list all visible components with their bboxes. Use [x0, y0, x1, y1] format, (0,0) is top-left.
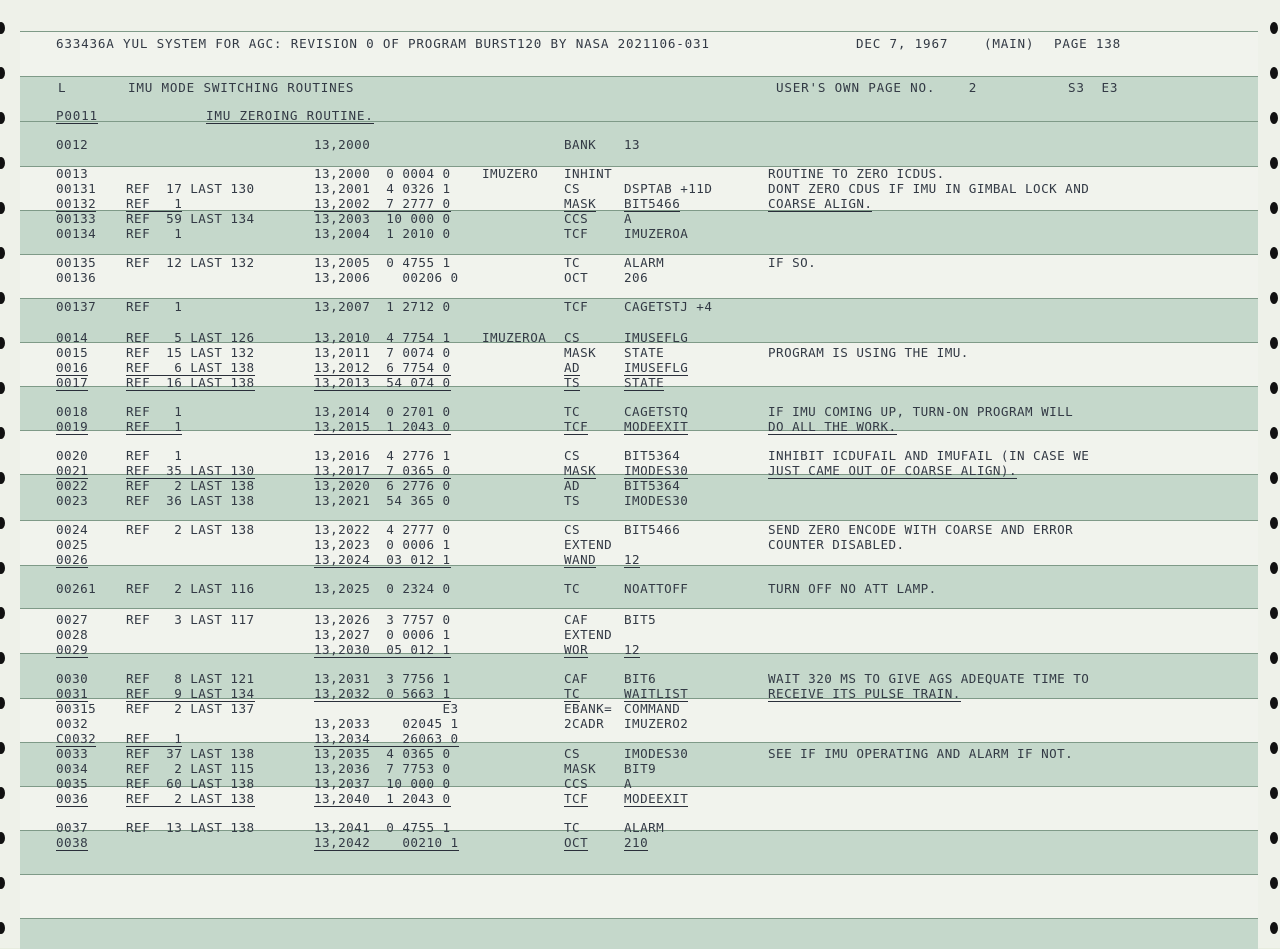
row-1-col-e: INHINT	[564, 166, 613, 181]
row-13-col-g: IF IMU COMING UP, TURN-ON PROGRAM WILL	[768, 404, 1074, 419]
row-23-col-f: BIT5	[624, 612, 657, 627]
row-25-col-c: 13,2030 05 012 1	[314, 642, 451, 657]
row-9-col-c: 13,2010 4 7754 1	[314, 330, 451, 345]
row-5-col-a: 00134	[56, 226, 97, 241]
row-21-col-a: 0026	[56, 552, 89, 567]
tractor-hole	[0, 292, 5, 304]
tractor-hole	[1270, 157, 1278, 169]
line2-code: S3 E3	[1068, 80, 1119, 95]
row-10-col-c: 13,2011 7 0074 0	[314, 345, 451, 360]
row-27-col-g: RECEIVE ITS PULSE TRAIN.	[768, 686, 961, 701]
row-18-col-a: 0023	[56, 493, 89, 508]
row-13-col-f: CAGETSTQ	[624, 404, 689, 419]
row-21-col-f: 12	[624, 552, 641, 567]
tractor-hole	[1270, 832, 1278, 844]
tractor-hole	[1270, 697, 1278, 709]
row-0-col-a: 0012	[56, 137, 89, 152]
row-33-col-e: CCS	[564, 776, 589, 791]
row-2-col-b: REF 17 LAST 130	[126, 181, 255, 196]
line2-title: IMU MODE SWITCHING ROUTINES	[128, 80, 355, 95]
tractor-hole	[0, 337, 5, 349]
row-14-col-a: 0019	[56, 419, 89, 434]
row-26-col-a: 0030	[56, 671, 89, 686]
row-31-col-c: 13,2035 4 0365 0	[314, 746, 451, 761]
row-15-col-b: REF 1	[126, 448, 183, 463]
row-0-col-c: 13,2000	[314, 137, 371, 152]
row-15-col-a: 0020	[56, 448, 89, 463]
tractor-hole	[1270, 877, 1278, 889]
row-2-col-f: DSPTAB +11D	[624, 181, 713, 196]
row-15-col-c: 13,2016 4 2776 1	[314, 448, 451, 463]
row-21-col-c: 13,2024 03 012 1	[314, 552, 451, 567]
row-12-col-f: STATE	[624, 375, 665, 390]
row-18-col-f: IMODES30	[624, 493, 689, 508]
row-6-col-f: ALARM	[624, 255, 665, 270]
tractor-hole	[0, 472, 5, 484]
row-32-col-b: REF 2 LAST 115	[126, 761, 255, 776]
row-5-col-e: TCF	[564, 226, 589, 241]
row-16-col-a: 0021	[56, 463, 89, 478]
row-14-col-f: MODEEXIT	[624, 419, 689, 434]
row-14-col-b: REF 1	[126, 419, 183, 434]
row-6-col-b: REF 12 LAST 132	[126, 255, 255, 270]
left-tractor-holes	[0, 0, 20, 948]
row-25-col-e: WOR	[564, 642, 589, 657]
row-20-col-e: EXTEND	[564, 537, 613, 552]
row-12-col-a: 0017	[56, 375, 89, 390]
row-36-col-f: 210	[624, 835, 649, 850]
row-2-col-e: CS	[564, 181, 581, 196]
row-34-col-a: 0036	[56, 791, 89, 806]
tractor-hole	[1270, 742, 1278, 754]
row-26-col-b: REF 8 LAST 121	[126, 671, 255, 686]
row-10-col-g: PROGRAM IS USING THE IMU.	[768, 345, 969, 360]
band-18	[20, 874, 1258, 919]
row-23-col-e: CAF	[564, 612, 589, 627]
row-7-col-a: 00136	[56, 270, 97, 285]
row-31-col-b: REF 37 LAST 138	[126, 746, 255, 761]
row-8-col-b: REF 1	[126, 299, 183, 314]
row-8-col-a: 00137	[56, 299, 97, 314]
row-15-col-e: CS	[564, 448, 581, 463]
row-35-col-c: 13,2041 0 4755 1	[314, 820, 451, 835]
tractor-hole	[1270, 247, 1278, 259]
tractor-hole	[0, 877, 5, 889]
row-29-col-f: IMUZERO2	[624, 716, 689, 731]
tractor-hole	[1270, 787, 1278, 799]
row-30-col-b: REF 1	[126, 731, 183, 746]
row-26-col-c: 13,2031 3 7756 1	[314, 671, 451, 686]
row-3-col-b: REF 1	[126, 196, 183, 211]
row-36-col-e: OCT	[564, 835, 589, 850]
row-35-col-f: ALARM	[624, 820, 665, 835]
row-28-col-e: EBANK=	[564, 701, 613, 716]
tractor-hole	[0, 427, 5, 439]
tractor-hole	[1270, 427, 1278, 439]
tractor-hole	[0, 652, 5, 664]
row-8-col-f: CAGETSTJ +4	[624, 299, 713, 314]
tractor-hole	[0, 787, 5, 799]
tractor-hole	[1270, 112, 1278, 124]
row-4-col-a: 00133	[56, 211, 97, 226]
row-18-col-e: TS	[564, 493, 581, 508]
row-11-col-f: IMUSEFLG	[624, 360, 689, 375]
row-5-col-f: IMUZEROA	[624, 226, 689, 241]
row-5-col-b: REF 1	[126, 226, 183, 241]
row-32-col-c: 13,2036 7 7753 0	[314, 761, 451, 776]
row-11-col-c: 13,2012 6 7754 0	[314, 360, 451, 375]
row-26-col-g: WAIT 320 MS TO GIVE AGS ADEQUATE TIME TO	[768, 671, 1090, 686]
row-13-col-c: 13,2014 0 2701 0	[314, 404, 451, 419]
row-0-col-f: 13	[624, 137, 641, 152]
row-10-col-a: 0015	[56, 345, 89, 360]
row-23-col-c: 13,2026 3 7757 0	[314, 612, 451, 627]
row-10-col-b: REF 15 LAST 132	[126, 345, 255, 360]
row-20-col-a: 0025	[56, 537, 89, 552]
row-15-col-g: INHIBIT ICDUFAIL AND IMUFAIL (IN CASE WE	[768, 448, 1090, 463]
row-9-col-d: IMUZEROA	[482, 330, 547, 345]
header-page: PAGE 138	[1054, 36, 1122, 51]
row-7-col-e: OCT	[564, 270, 589, 285]
row-11-col-b: REF 6 LAST 138	[126, 360, 255, 375]
row-17-col-b: REF 2 LAST 138	[126, 478, 255, 493]
tractor-hole	[1270, 382, 1278, 394]
row-11-col-e: AD	[564, 360, 581, 375]
row-14-col-c: 13,2015 1 2043 0	[314, 419, 451, 434]
row-4-col-f: A	[624, 211, 633, 226]
row-19-col-a: 0024	[56, 522, 89, 537]
row-9-col-e: CS	[564, 330, 581, 345]
band-19	[20, 918, 1258, 949]
tractor-hole	[1270, 562, 1278, 574]
tractor-hole	[1270, 337, 1278, 349]
row-28-col-a: 00315	[56, 701, 97, 716]
row-1-col-c: 13,2000 0 0004 0	[314, 166, 451, 181]
row-16-col-c: 13,2017 7 0365 0	[314, 463, 451, 478]
row-27-col-a: 0031	[56, 686, 89, 701]
tractor-hole	[1270, 607, 1278, 619]
row-8-col-c: 13,2007 1 2712 0	[314, 299, 451, 314]
row-8-col-e: TCF	[564, 299, 589, 314]
row-23-col-a: 0027	[56, 612, 89, 627]
row-27-col-e: TC	[564, 686, 581, 701]
row-6-col-a: 00135	[56, 255, 97, 270]
tractor-hole	[0, 697, 5, 709]
row-26-col-e: CAF	[564, 671, 589, 686]
row-34-col-c: 13,2040 1 2043 0	[314, 791, 451, 806]
row-2-col-a: 00131	[56, 181, 97, 196]
routine-title: IMU ZEROING ROUTINE.	[206, 108, 374, 123]
row-7-col-c: 13,2006 00206 0	[314, 270, 459, 285]
row-19-col-e: CS	[564, 522, 581, 537]
tractor-hole	[0, 247, 5, 259]
row-19-col-f: BIT5466	[624, 522, 681, 537]
row-15-col-f: BIT5364	[624, 448, 681, 463]
row-29-col-a: 0032	[56, 716, 89, 731]
header-section: (MAIN)	[984, 36, 1035, 51]
row-16-col-e: MASK	[564, 463, 597, 478]
row-24-col-a: 0028	[56, 627, 89, 642]
row-28-col-c: E3	[314, 701, 459, 716]
row-27-col-f: WAITLIST	[624, 686, 689, 701]
row-27-col-c: 13,2032 0 5663 1	[314, 686, 451, 701]
row-17-col-c: 13,2020 6 2776 0	[314, 478, 451, 493]
row-32-col-f: BIT9	[624, 761, 657, 776]
row-4-col-c: 13,2003 10 000 0	[314, 211, 451, 226]
row-3-col-f: BIT5466	[624, 196, 681, 211]
row-1-col-g: ROUTINE TO ZERO ICDUS.	[768, 166, 945, 181]
tractor-hole	[0, 112, 5, 124]
tractor-hole	[0, 202, 5, 214]
row-3-col-e: MASK	[564, 196, 597, 211]
row-7-col-f: 206	[624, 270, 649, 285]
row-22-col-f: NOATTOFF	[624, 581, 689, 596]
row-33-col-f: A	[624, 776, 633, 791]
row-31-col-f: IMODES30	[624, 746, 689, 761]
tractor-hole	[1270, 922, 1278, 934]
row-31-col-g: SEE IF IMU OPERATING AND ALARM IF NOT.	[768, 746, 1074, 761]
row-11-col-a: 0016	[56, 360, 89, 375]
row-9-col-f: IMUSEFLG	[624, 330, 689, 345]
row-17-col-e: AD	[564, 478, 581, 493]
row-32-col-a: 0034	[56, 761, 89, 776]
row-14-col-e: TCF	[564, 419, 589, 434]
row-36-col-c: 13,2042 00210 1	[314, 835, 459, 850]
row-0-col-e: BANK	[564, 137, 597, 152]
row-5-col-c: 13,2004 1 2010 0	[314, 226, 451, 241]
row-1-col-a: 0013	[56, 166, 89, 181]
row-22-col-a: 00261	[56, 581, 97, 596]
tractor-hole	[0, 67, 5, 79]
row-32-col-e: MASK	[564, 761, 597, 776]
row-10-col-f: STATE	[624, 345, 665, 360]
row-9-col-a: 0014	[56, 330, 89, 345]
tractor-hole	[0, 607, 5, 619]
row-4-col-e: CCS	[564, 211, 589, 226]
header-date: DEC 7, 1967	[856, 36, 949, 51]
row-26-col-f: BIT6	[624, 671, 657, 686]
row-6-col-c: 13,2005 0 4755 1	[314, 255, 451, 270]
row-24-col-c: 13,2027 0 0006 1	[314, 627, 451, 642]
row-18-col-b: REF 36 LAST 138	[126, 493, 255, 508]
tractor-hole	[0, 157, 5, 169]
row-28-col-b: REF 2 LAST 137	[126, 701, 255, 716]
row-3-col-a: 00132	[56, 196, 97, 211]
row-4-col-b: REF 59 LAST 134	[126, 211, 255, 226]
right-tractor-holes	[1260, 0, 1280, 948]
row-16-col-b: REF 35 LAST 130	[126, 463, 255, 478]
row-29-col-c: 13,2033 02045 1	[314, 716, 459, 731]
row-12-col-b: REF 16 LAST 138	[126, 375, 255, 390]
tractor-hole	[0, 742, 5, 754]
row-33-col-c: 13,2037 10 000 0	[314, 776, 451, 791]
row-2-col-g: DONT ZERO CDUS IF IMU IN GIMBAL LOCK AND	[768, 181, 1090, 196]
tractor-hole	[1270, 472, 1278, 484]
tractor-hole	[1270, 517, 1278, 529]
row-35-col-a: 0037	[56, 820, 89, 835]
row-6-col-g: IF SO.	[768, 255, 817, 270]
tractor-hole	[1270, 292, 1278, 304]
row-16-col-g: JUST CAME OUT OF COARSE ALIGN).	[768, 463, 1017, 478]
line2-left: L	[58, 80, 67, 95]
row-34-col-f: MODEEXIT	[624, 791, 689, 806]
tractor-hole	[1270, 67, 1278, 79]
row-35-col-e: TC	[564, 820, 581, 835]
tractor-hole	[0, 832, 5, 844]
row-12-col-c: 13,2013 54 074 0	[314, 375, 451, 390]
tractor-hole	[0, 517, 5, 529]
row-13-col-b: REF 1	[126, 404, 183, 419]
row-3-col-g: COARSE ALIGN.	[768, 196, 873, 211]
listing-paper	[20, 0, 1258, 948]
row-19-col-g: SEND ZERO ENCODE WITH COARSE AND ERROR	[768, 522, 1074, 537]
row-21-col-e: WAND	[564, 552, 597, 567]
row-25-col-f: 12	[624, 642, 641, 657]
row-27-col-b: REF 9 LAST 134	[126, 686, 255, 701]
tractor-hole	[1270, 22, 1278, 34]
header-line: 633436A YUL SYSTEM FOR AGC: REVISION 0 OF PROGRAM BURST120 BY NASA 2021106-031	[56, 36, 710, 51]
row-3-col-c: 13,2002 7 2777 0	[314, 196, 451, 211]
row-2-col-c: 13,2001 4 0326 1	[314, 181, 451, 196]
row-28-col-f: COMMAND	[624, 701, 681, 716]
tractor-hole	[1270, 202, 1278, 214]
row-10-col-e: MASK	[564, 345, 597, 360]
row-6-col-e: TC	[564, 255, 581, 270]
row-33-col-a: 0035	[56, 776, 89, 791]
row-13-col-e: TC	[564, 404, 581, 419]
row-30-col-c: 13,2034 26063 0	[314, 731, 459, 746]
tractor-hole	[0, 922, 5, 934]
row-22-col-b: REF 2 LAST 116	[126, 581, 255, 596]
row-33-col-b: REF 60 LAST 138	[126, 776, 255, 791]
row-20-col-g: COUNTER DISABLED.	[768, 537, 905, 552]
row-22-col-g: TURN OFF NO ATT LAMP.	[768, 581, 937, 596]
routine-id: P0011	[56, 108, 98, 123]
row-18-col-c: 13,2021 54 365 0	[314, 493, 451, 508]
row-34-col-e: TCF	[564, 791, 589, 806]
row-31-col-e: CS	[564, 746, 581, 761]
tractor-hole	[0, 562, 5, 574]
row-1-col-d: IMUZERO	[482, 166, 539, 181]
row-24-col-e: EXTEND	[564, 627, 613, 642]
row-25-col-a: 0029	[56, 642, 89, 657]
row-35-col-b: REF 13 LAST 138	[126, 820, 255, 835]
row-30-col-a: C0032	[56, 731, 97, 746]
row-19-col-b: REF 2 LAST 138	[126, 522, 255, 537]
tractor-hole	[0, 22, 5, 34]
row-16-col-f: IMODES30	[624, 463, 689, 478]
row-17-col-f: BIT5364	[624, 478, 681, 493]
row-23-col-b: REF 3 LAST 117	[126, 612, 255, 627]
row-29-col-e: 2CADR	[564, 716, 605, 731]
row-17-col-a: 0022	[56, 478, 89, 493]
row-36-col-a: 0038	[56, 835, 89, 850]
row-22-col-e: TC	[564, 581, 581, 596]
row-31-col-a: 0033	[56, 746, 89, 761]
line2-right: USER'S OWN PAGE NO. 2	[776, 80, 978, 95]
row-12-col-e: TS	[564, 375, 581, 390]
row-22-col-c: 13,2025 0 2324 0	[314, 581, 451, 596]
row-9-col-b: REF 5 LAST 126	[126, 330, 255, 345]
row-34-col-b: REF 2 LAST 138	[126, 791, 255, 806]
row-19-col-c: 13,2022 4 2777 0	[314, 522, 451, 537]
row-13-col-a: 0018	[56, 404, 89, 419]
row-20-col-c: 13,2023 0 0006 1	[314, 537, 451, 552]
row-14-col-g: DO ALL THE WORK.	[768, 419, 897, 434]
tractor-hole	[0, 382, 5, 394]
tractor-hole	[1270, 652, 1278, 664]
